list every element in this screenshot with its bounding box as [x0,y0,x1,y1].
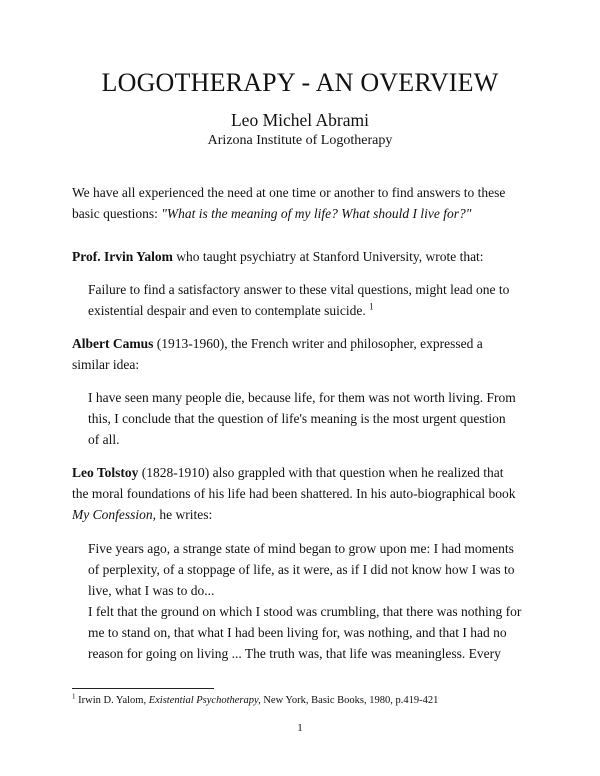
yalom-paragraph [72,246,542,267]
text-run: me to stand on, that what I had been living for, was nothing, and that I had no [88,625,507,640]
tolstoy-quote [88,538,540,664]
text-run: existential despair and even to contemplate suicide. [88,303,370,318]
text-run: I have seen many people die, because life, for them was not worth living. From [88,390,516,405]
text-run: the moral foundations of his life had been shattered. In his auto-biographical book [72,486,516,501]
text-line [72,354,542,375]
italic-questions: "What is the meaning of my life? What should I live for?" [161,206,472,221]
text-line [88,387,540,408]
text-line [88,643,540,664]
camus-quote [88,387,540,450]
text-run: (1828-1910) also grappled with that question when he realized that [138,465,504,480]
text-line [88,538,540,559]
bold-name: Albert Camus [72,336,154,351]
tolstoy-paragraph [72,462,542,525]
text-run: he writes: [156,507,213,522]
text-run: Failure to find a satisfactory answer to these vital questions, might lead one to [88,282,510,297]
text-run: this, I conclude that the question of life's meaning is the most urgent question [88,411,506,426]
camus-paragraph [72,333,542,375]
text-line [88,408,540,429]
text-run: I felt that the ground on which I stood was crumbling, that there was nothing for [88,604,522,619]
text-line [88,300,540,321]
author-name: Leo Michel Abrami [230,110,370,130]
text-run: Five years ago, a strange state of mind began to grow upon me: I had moments [88,541,514,556]
text-run: who taught psychiatry at Stanford University, wrote that: [172,249,484,264]
intro-paragraph [72,182,542,224]
text-line [72,333,542,354]
text-line [72,203,542,224]
document-title: LOGOTHERAPY - AN OVERVIEW [101,68,499,97]
footnote-book-title: Existential Psychotherapy, [148,695,261,706]
yalom-quote [88,279,540,321]
text-line [72,246,542,267]
text-line [88,580,540,601]
footnote [72,692,439,706]
text-line [72,483,542,504]
text-run: (1913-1960), the French writer and philosopher, expressed a [153,336,483,351]
bold-name: Leo Tolstoy [72,465,139,480]
text-run: live, what I was to do... [88,583,215,598]
footnote-citation: New York, Basic Books, 1980, p.419-421 [260,695,439,706]
author-affiliation: Arizona Institute of Logotherapy [207,133,393,148]
text-run: basic questions: [72,206,162,221]
footnote-reference[interactable]: 1 [369,301,374,312]
text-run: We have all experienced the need at one time or another to find answers to these [72,185,506,200]
text-line [88,279,540,300]
text-line [88,429,540,450]
footnote-divider [72,688,214,689]
text-run: similar idea: [72,357,140,372]
text-line [88,622,540,643]
footnote-number: 1 [72,692,76,701]
text-run: of perplexity, of a stoppage of life, as it were, as if I did not know how I was to [88,562,515,577]
bold-name: Prof. Irvin Yalom [72,249,173,264]
text-line [88,601,540,622]
text-line [88,559,540,580]
text-line [72,462,542,483]
text-line [72,504,542,525]
footnote-author: Irwin D. Yalom, [75,695,149,706]
text-run: reason for going on living ... The truth was, that life was meaningless. Every [88,646,501,661]
text-run: of all. [88,432,120,447]
book-title: My Confession, [72,507,156,522]
text-line [72,182,542,203]
page-number: 1 [297,722,303,734]
